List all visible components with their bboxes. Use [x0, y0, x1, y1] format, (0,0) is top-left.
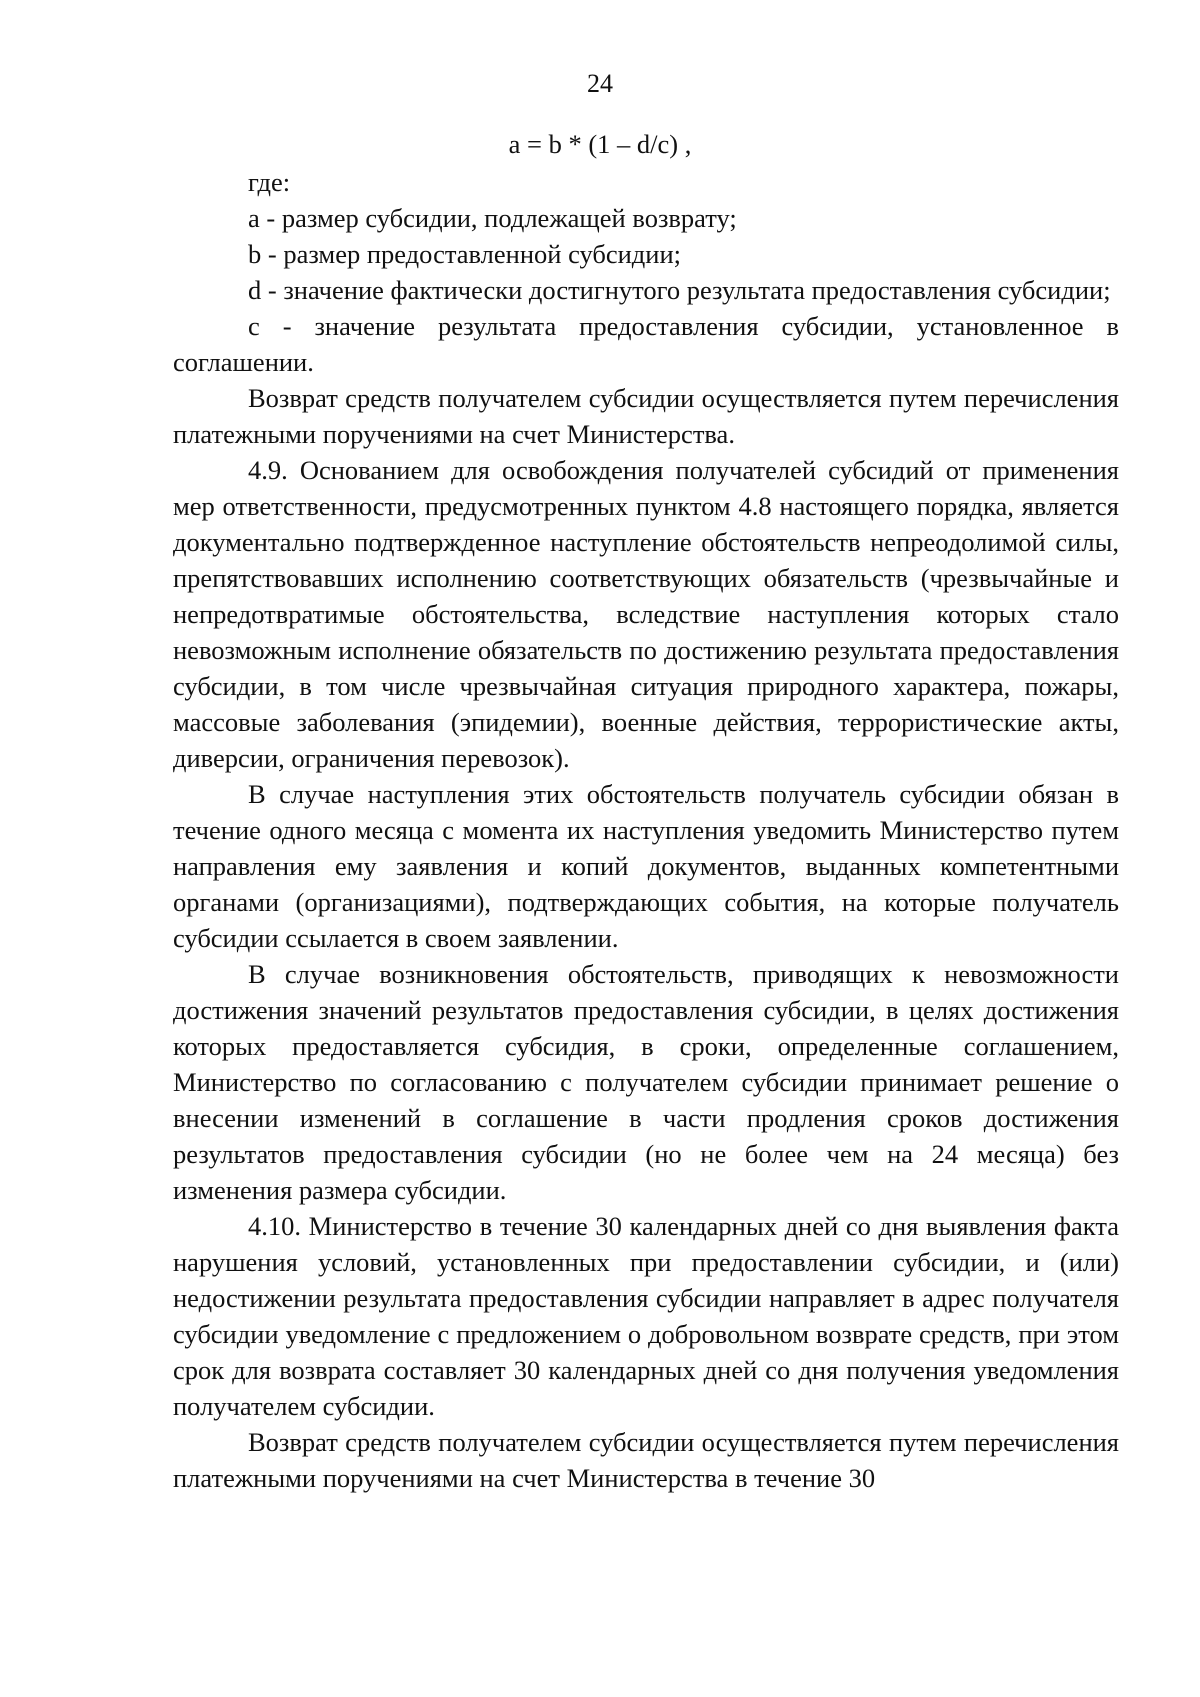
paragraph-clause-4-10: 4.10. Министерство в течение 30 календарных дней со дня выявления факта нарушения условий, установленных при предоставлении субсидии, и (или) недостижении результата предоставления субсидии направляет в адрес получателя субсидии уведомление с предложением о добровольном возврате средств, при этом срок для возврата составляет 30 календарных дней со дня получения уведомления получателем субсидии.: [173, 1211, 1119, 1421]
paragraph-clause-4-9: 4.9. Основанием для освобождения получателей субсидий от применения мер ответственности, предусмотренных пунктом 4.8 настоящего порядка, является документально подтвержденное наступление обстоятельств непреодолимой силы, препятствовавших исполнению соответствующих обязательств (чрезвычайные и непредотвратимые обстоятельства, вследствие наступления которых стало невозможным исполнение обязательств по достижению результата предоставления субсидии, в том числе чрезвычайная ситуация природного характера, пожары, массовые заболевания (эпидемии), военные действия, террористические акты, диверсии, ограничения перевозок).: [173, 455, 1119, 773]
paragraph-refund-transfer: Возврат средств получателем субсидии осуществляется путем перечисления платежными поручениями на счет Министерства.: [173, 383, 1119, 449]
page-number: 24: [587, 69, 613, 98]
paragraph-definition-b: b - размер предоставленной субсидии;: [248, 239, 682, 269]
paragraph-notification: В случае наступления этих обстоятельств получатель субсидии обязан в течение одного месяца с момента их наступления уведомить Министерство путем направления ему заявления и копий документов, выданных компетентными органами (организациями), подтверждающих события, на которые получатель субсидии ссылается в своем заявлении.: [173, 779, 1119, 953]
paragraph-extension: В случае возникновения обстоятельств, приводящих к невозможности достижения значений результатов предоставления субсидии, в целях достижения которых предоставляется субсидия, в сроки, определенные соглашением, Министерство по согласованию с получателем субсидии принимает решение о внесении изменений в соглашение в части продления сроков достижения результатов предоставления субсидии (но не более чем на 24 месяца) без изменения размера субсидии.: [173, 959, 1119, 1205]
body-text: [173, 164, 1119, 1496]
paragraph-definition-a: a - размер субсидии, подлежащей возврату;: [248, 203, 737, 233]
formula: a = b * (1 – d/c) ,: [508, 129, 692, 159]
paragraph-where: где:: [248, 167, 291, 197]
paragraph-definition-d: d - значение фактически достигнутого результата предоставления субсидии;: [248, 275, 1111, 305]
paragraph-definition-c: c - значение результата предоставления субсидии, установленное в соглашении.: [173, 311, 1119, 377]
paragraph-refund-deadline: Возврат средств получателем субсидии осуществляется путем перечисления платежными поручениями на счет Министерства в течение 30: [173, 1427, 1119, 1493]
